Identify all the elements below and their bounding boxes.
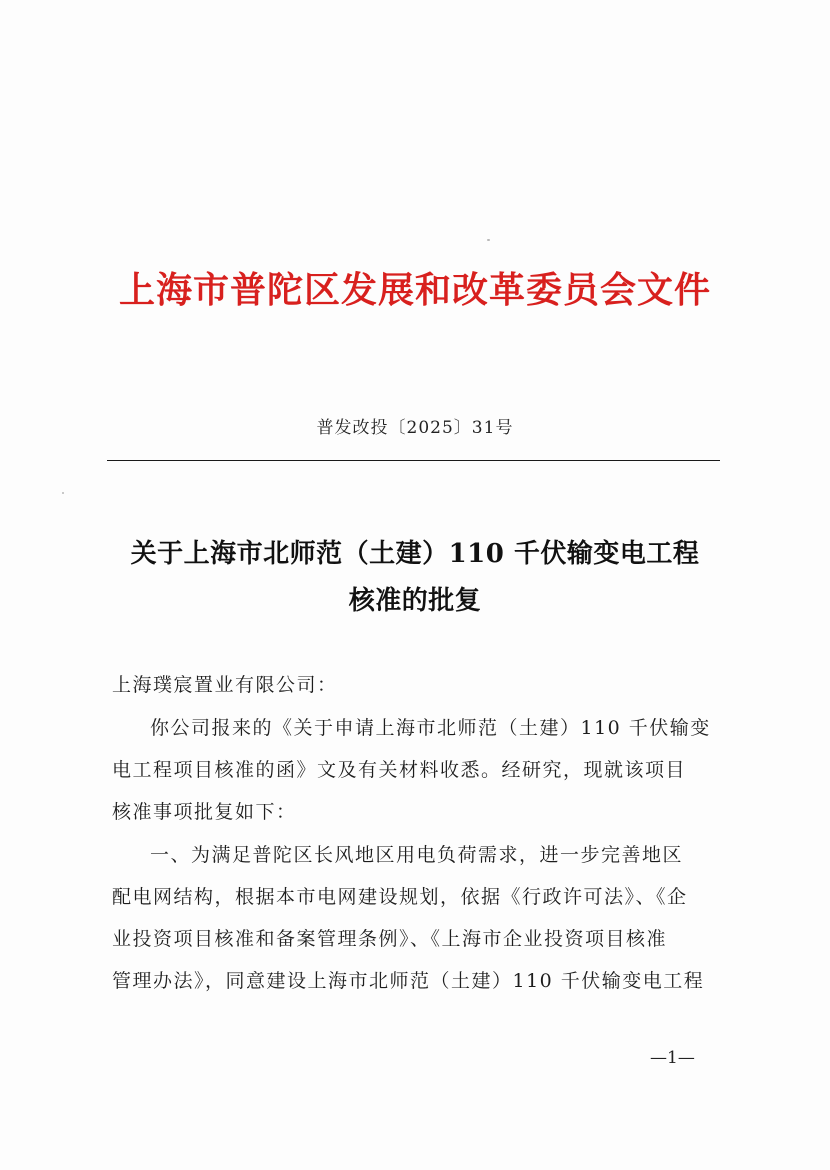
body-line: 一、为满足普陀区长风地区用电负荷需求，进一步完善地区 [150, 844, 684, 866]
document-number: 普发改投〔2025〕31号 [316, 418, 514, 438]
addressee: 上海璞宸置业有限公司： [112, 674, 338, 696]
document-title-line-1: 关于上海市北师范（土建）110 千伏输变电工程 [130, 539, 700, 569]
body-line: 核准事项批复如下： [112, 801, 297, 823]
body-line: 业投资项目核准和备案管理条例》、《上海市企业投资项目核准 [112, 928, 668, 950]
body-line: 配电网结构，根据本市电网建设规划，依据《行政许可法》、《企 [112, 886, 688, 908]
scan-speck [62, 492, 64, 494]
body-line: 管理办法》，同意建设上海市北师范（土建）110 千伏输变电工程 [112, 970, 705, 992]
page-number: —1— [650, 1048, 695, 1068]
body-line: 电工程项目核准的函》文及有关材料收悉。经研究，现就该项目 [112, 759, 687, 781]
header-divider [107, 460, 720, 461]
issuer-header-title: 上海市普陀区发展和改革委员会文件 [118, 269, 711, 311]
body-line: 你公司报来的《关于申请上海市北师范（土建）110 千伏输变 [150, 717, 711, 739]
document-title-line-2: 核准的批复 [348, 586, 482, 616]
scan-speck [487, 239, 490, 241]
